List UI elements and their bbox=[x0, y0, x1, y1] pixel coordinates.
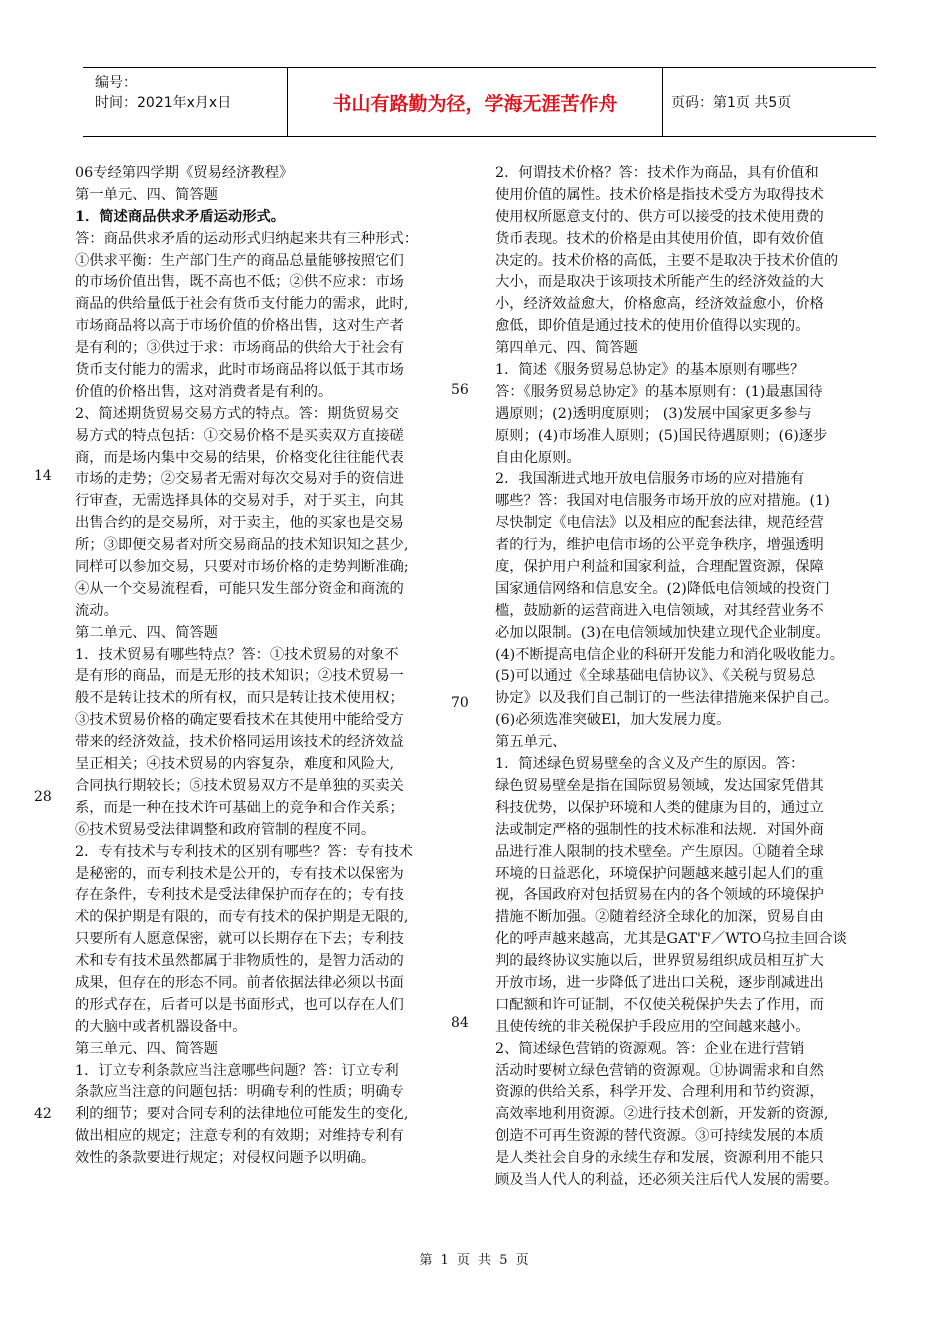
text-line: 2．专有技术与专利技术的区别有哪些？答：专有技术 bbox=[75, 843, 413, 860]
page-footer: 第 1 页 共 5 页 bbox=[419, 1253, 531, 1268]
text-line: 协定》以及我们自己制订的一些法律措施来保护自己。 bbox=[495, 690, 839, 707]
text-line: 流动。 bbox=[75, 602, 118, 619]
text-line: 使用价值的属性。技术价格是指技术受方为取得技术 bbox=[495, 186, 824, 203]
text-line: 遇原则；(2)透明度原则； (3)发展中国家更多参与 bbox=[495, 405, 812, 422]
text-line: 措施不断加强。②随着经济全球化的加深，贸易自由 bbox=[495, 909, 824, 926]
text-line: 2．我国渐进式地开放电信服务市场的应对措施有 bbox=[495, 471, 805, 488]
text-line: 合同执行期较长；⑤技术贸易双方不是单独的买卖关 bbox=[75, 777, 404, 794]
text-line: (5)可以通过《全球基础电信协议》、《关税与贸易总 bbox=[495, 668, 816, 685]
text-line: 术的保护期是有限的，而专有技术的保护期是无限的, bbox=[75, 909, 409, 926]
text-line: 同样可以参加交易，只要对市场价格的走势判断准确; bbox=[75, 559, 409, 576]
header-meta bbox=[83, 68, 288, 136]
text-line: 效性的条款要进行规定；对侵权问题予以明确。 bbox=[75, 1150, 376, 1167]
text-line: ③技术贸易价格的确定要看技术在其使用中能给受方 bbox=[75, 712, 404, 729]
text-line: 科技优势，以保护环境和人类的健康为目的，通过立 bbox=[495, 799, 824, 816]
text-line: 1．简述绿色贸易壁垒的含义及产生的原因。答： bbox=[495, 756, 805, 773]
text-line: 的大脑中或者机器设备中。 bbox=[75, 1018, 247, 1035]
header-motto: 书山有路勤为径，学海无涯苦作舟 bbox=[288, 68, 663, 136]
text-line: 第一单元、四、简答题 bbox=[75, 186, 218, 203]
text-line: 活动时要树立绿色营销的资源观。①协调需求和自然 bbox=[495, 1062, 824, 1079]
text-line: 1．技术贸易有哪些特点？答：①技术贸易的对象不 bbox=[75, 646, 399, 663]
text-line: 法或制定严格的强制性的技术标准和法规．对国外商 bbox=[495, 821, 824, 838]
text-line: 国家通信网络和信息安全。(2)降低电信领域的投资门 bbox=[495, 580, 830, 597]
text-line: 市场商品将以高于市场价值的价格出售，这对生产者 bbox=[75, 318, 404, 335]
inline-number: 56 bbox=[451, 382, 469, 398]
text-line: 度，保护用户利益和国家利益，合理配置资源，保障 bbox=[495, 559, 824, 576]
text-line: 愈低，即价值是通过技术的使用价值得以实现的。 bbox=[495, 318, 810, 335]
text-line: 答：商品供求矛盾的运动形式归纳起来共有三种形式： bbox=[75, 230, 419, 247]
text-line: 槛，鼓励新的运营商进入电信领域，对其经营业务不 bbox=[495, 602, 824, 619]
text-line: 般不是转让技术的所有权，而只是转让技术使用权； bbox=[75, 690, 404, 707]
text-line: 呈正相关；④技术贸易的内容复杂，难度和风险大, bbox=[75, 756, 395, 773]
text-line: 且使传统的非关税保护手段应用的空间越来越小。 bbox=[495, 1018, 810, 1035]
text-line: 只要所有人愿意保密，就可以长期存在下去；专利技 bbox=[75, 931, 404, 948]
text-line: 使用权所愿意支付的、供方可以接受的技术使用费的 bbox=[495, 208, 824, 225]
text-line: 存在条件，专利技术是受法律保护而存在的；专有技 bbox=[75, 887, 404, 904]
text-line: 是有形的商品，而是无形的技术知识；②技术贸易一 bbox=[75, 668, 404, 685]
text-line: 商品的供给量低于社会有货币支付能力的需求，此时, bbox=[75, 296, 409, 313]
text-line: 创造不可再生资源的替代资源。③可持续发展的本质 bbox=[495, 1128, 824, 1145]
text-line: 术和专有技术虽然都属于非物质性的，是智力活动的 bbox=[75, 953, 404, 970]
text-line: 第二单元、四、简答题 bbox=[75, 624, 218, 641]
header-table bbox=[83, 67, 876, 137]
text-line: 第四单元、四、简答题 bbox=[495, 340, 638, 357]
text-line: 商，而是场内集中交易的结果，价格变化往往能代表 bbox=[75, 449, 404, 466]
text-line: 06专经第四学期《贸易经济教程》 bbox=[75, 165, 294, 181]
text-line: 2．何谓技术价格？答：技术作为商品，具有价值和 bbox=[495, 165, 819, 181]
text-line: 视，各国政府对包括贸易在内的各个领域的环境保护 bbox=[495, 887, 824, 904]
text-line: 第三单元、四、简答题 bbox=[75, 1040, 218, 1057]
text-line: 答：《服务贸易总协定》的基本原则有：(1)最惠国待 bbox=[495, 383, 823, 400]
margin-number: 42 bbox=[34, 1106, 52, 1122]
text-line: 市场的走势；②交易者无需对每次交易对手的资信进 bbox=[75, 471, 404, 488]
text-line: 是秘密的，而专利技术是公开的，专有技术以保密为 bbox=[75, 865, 404, 882]
text-line: 利的细节；要对合同专利的法律地位可能发生的变化, bbox=[75, 1106, 409, 1123]
text-line: 开放市场，进一步降低了进出口关税，逐步削减进出 bbox=[495, 974, 824, 991]
text-line: 做出相应的规定；注意专利的有效期；对维持专利有 bbox=[75, 1128, 404, 1145]
text-line: ①供求平衡：生产部门生产的商品总量能够按照它们 bbox=[75, 252, 404, 269]
text-line: (4)不断提高电信企业的科研开发能力和消化吸收能力。 bbox=[495, 646, 845, 663]
text-line: 价值的价格出售，这对消费者是有利的。 bbox=[75, 383, 333, 400]
inline-number: 84 bbox=[451, 1015, 469, 1031]
text-line: 环境的日益恶化，环境保护问题越来越引起人们的重 bbox=[495, 865, 824, 882]
text-line: 口配额和许可证制，不仅使关税保护失去了作用，而 bbox=[495, 996, 824, 1013]
text-line: 2、简述期货贸易交易方式的特点。答：期货贸易交 bbox=[75, 405, 399, 422]
text-line: 小，经济效益愈大，价格愈高，经济效益愈小，价格 bbox=[495, 296, 824, 313]
text-line: 系，而是一种在技术许可基础上的竞争和合作关系； bbox=[75, 799, 404, 816]
text-line: 资源的供给关系，科学开发、合理利用和节约资源， bbox=[495, 1084, 824, 1101]
left-column bbox=[75, 163, 467, 1170]
text-line: 大小，而是取决于该项技术所能产生的经济效益的大 bbox=[495, 274, 824, 291]
text-line: 第五单元、 bbox=[495, 734, 567, 751]
text-line: 的形式存在，后者可以是书面形式，也可以存在人们 bbox=[75, 996, 404, 1013]
text-line: 所；③即便交易者对所交易商品的技术知识知之甚少, bbox=[75, 537, 409, 554]
text-line: 2、简述绿色营销的资源观。答：企业在进行营销 bbox=[495, 1040, 805, 1057]
text-line: 高效率地利用资源。②进行技术创新，开发新的资源, bbox=[495, 1106, 829, 1123]
text-line: 易方式的特点包括：①交易价格不是买卖双方直接磋 bbox=[75, 427, 404, 444]
text-line: 绿色贸易壁垒是指在国际贸易领域，发达国家凭借其 bbox=[495, 777, 824, 794]
text-line: 成果，但存在的形态不同。前者依据法律必须以书面 bbox=[75, 974, 404, 991]
text-line: 决定的。技术价格的高低，主要不是取决于技术价值的 bbox=[495, 252, 839, 269]
text-line: 出售合约的是交易所，对于卖主，他的买家也是交易 bbox=[75, 515, 404, 532]
right-column bbox=[495, 163, 885, 1192]
header-page-label: 页码：第1页 共5页 bbox=[671, 95, 792, 111]
text-line: ④从一个交易流程看，可能只发生部分资金和商流的 bbox=[75, 580, 404, 597]
text-line: 的市场价值出售，既不高也不低；②供不应求：市场 bbox=[75, 274, 404, 291]
text-line: 化的呼声越来越高，尤其是GAT'F／WTO乌拉圭回合谈 bbox=[495, 931, 847, 948]
text-line: 带来的经济效益，技术价格同运用该技术的经济效益 bbox=[75, 734, 404, 751]
text-line: 是有利的；③供过于求：市场商品的供给大于社会有 bbox=[75, 340, 404, 357]
text-line: 货币支付能力的需求，此时市场商品将以低于其市场 bbox=[75, 362, 404, 379]
text-line: 顾及当人代人的利益，还必须关注后代人发展的需要。 bbox=[495, 1171, 839, 1188]
text-line: 者的行为，维护电信市场的公平竞争秩序，增强透明 bbox=[495, 537, 824, 554]
text-line: 条款应当注意的问题包括：明确专利的性质；明确专 bbox=[75, 1084, 404, 1101]
text-line: 哪些？答：我国对电信服务市场开放的应对措施。(1) bbox=[495, 493, 830, 510]
text-line: ⑥技术贸易受法律调整和政府管制的程度不同。 bbox=[75, 821, 376, 838]
text-line: 品进行准人限制的技术壁垒。产生原因。①随着全球 bbox=[495, 843, 824, 860]
time-label: 时间：2021年x月x日 bbox=[95, 95, 232, 111]
inline-number: 70 bbox=[451, 695, 469, 711]
text-line: 1．订立专利条款应当注意哪些问题？答：订立专利 bbox=[75, 1062, 399, 1079]
text-line: 行审查，无需选择具体的交易对手，对于买主，向其 bbox=[75, 493, 404, 510]
text-line: 判的最终协议实施以后，世界贸易组织成员相互扩大 bbox=[495, 953, 824, 970]
margin-number: 14 bbox=[34, 468, 52, 484]
text-line: 是人类社会自身的永续生存和发展，资源利用不能只 bbox=[495, 1150, 824, 1167]
text-line: (6)必须选准突破El，加大发展力度。 bbox=[495, 712, 731, 729]
text-line: 尽快制定《电信法》以及相应的配套法律，规范经营 bbox=[495, 515, 824, 532]
text-line: 原则；(4)市场准人原则；(5)国民待遇原则；(6)逐步 bbox=[495, 427, 828, 444]
text-line: 货币表现。技术的价格是由其使用价值，即有效价值 bbox=[495, 230, 824, 247]
text-line: 必加以限制。(3)在电信领域加快建立现代企业制度。 bbox=[495, 624, 830, 641]
number-label: 编号： bbox=[95, 75, 137, 91]
text-line: 1．简述《服务贸易总协定》的基本原则有哪些？ bbox=[495, 362, 805, 379]
text-line: 自由化原则。 bbox=[495, 449, 581, 466]
text-line: 1．简述商品供求矛盾运动形式。 bbox=[75, 208, 286, 225]
margin-number: 28 bbox=[34, 789, 52, 805]
